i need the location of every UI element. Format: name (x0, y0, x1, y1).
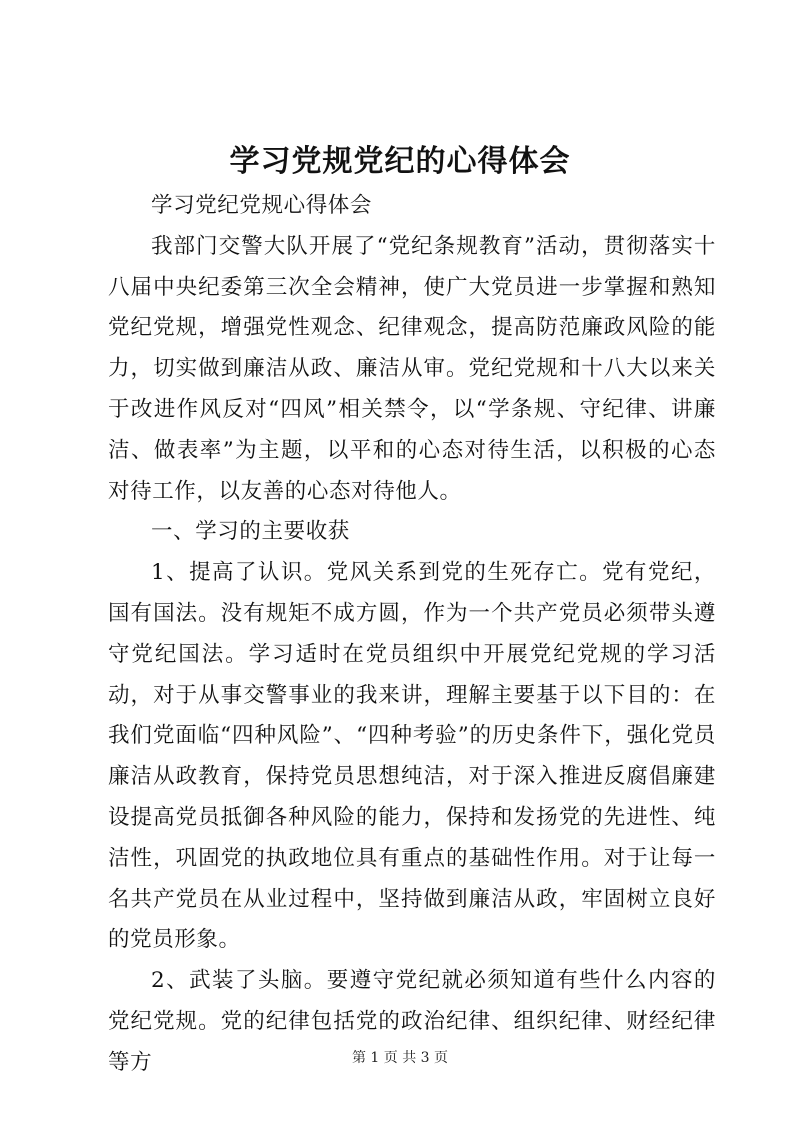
intro-paragraph: 我部门交警大队开展了“党纪条规教育”活动，贯彻落实十八届中央纪委第三次全会精神，使广大党员进一步掌握和熟知党纪党规，增强党性观念、纪律观念，提高防范廉政风险的能力，切实做到廉洁从政、廉洁从审。党纪党规和十八大以来关于改进作风反对“四风”相关禁令，以“学条规、守纪律、讲廉洁、做表率”为主题，以平和的心态对待生活，以积极的心态对待工作，以友善的心态对待他人。 (108, 233, 716, 504)
document-title: 学习党规党纪的心得体会 (229, 144, 571, 179)
subtitle-paragraph: 学习党纪党规心得体会 (151, 193, 373, 218)
page-number-footer: 第 1 页 共 3 页 (351, 1050, 449, 1066)
point-2-paragraph: 2、武装了头脑。要遵守党纪就必须知道有些什么内容的党纪党规。党的纪律包括党的政治纪律、组织纪律、财经纪律等方 (108, 968, 716, 1075)
section-heading: 一、学习的主要收获 (151, 519, 350, 545)
document-body (108, 186, 716, 1084)
point-1-paragraph: 1、提高了认识。党风关系到党的生死存亡。党有党纪，国有国法。没有规矩不成方圆，作为一个共产党员必须带头遵守党纪国法。学习适时在党员组织中开展党纪党规的学习活动，对于从事交警事业的我来讲，理解主要基于以下目的：在我们党面临“四种风险”、“四种考验”的历史条件下，强化党员廉洁从政教育，保持党员思想纯洁，对于深入推进反腐倡廉建设提高党员抵御各种风险的能力，保持和发扬党的先进性、纯洁性，巩固党的执政地位具有重点的基础性作用。对于让每一名共产党员在从业过程中，坚持做到廉洁从政，牢固树立良好的党员形象。 (108, 560, 716, 953)
